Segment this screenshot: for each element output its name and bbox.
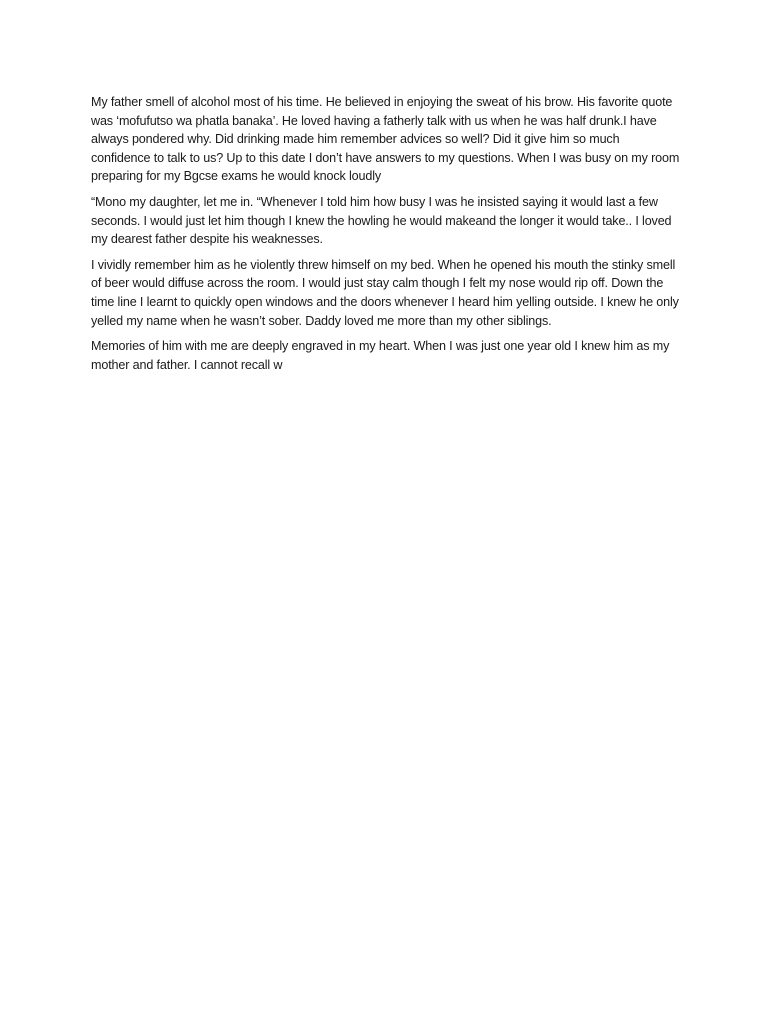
- paragraph-4: Memories of him with me are deeply engraved in my heart. When I was just one year old I knew him as my mother and father. I cannot recall w: [91, 339, 670, 372]
- paragraph-2: “Mono my daughter, let me in. “Whenever I told him how busy I was he insisted saying it would last a few seconds. I would just let him though I knew the howling he would makeand the longer it would take.. I loved my dearest father despite his weaknesses.: [91, 194, 672, 247]
- paragraph-3: I vividly remember him as he violently threw himself on my bed. When he opened his mouth the stinky smell of beer would diffuse across the room. I would just stay calm though I felt my nose would rip off. Down the time line I learnt to quickly open windows and the doors whenever I heard him yelling outside. I knew he only yelled my name when he wasn’t sober. Daddy loved me more than my other siblings.: [91, 257, 679, 328]
- paragraph-1: My father smell of alcohol most of his time. He believed in enjoying the sweat of his brow. His favorite quote was ‘mofufutso wa phatla banaka’. He loved having a fatherly talk with us when he was half drunk.I have always pondered why. Did drinking made him remember advices so well? Did it give him so much confidence to talk to us? Up to this date I don’t have answers to my questions. When I was busy on my room preparing for my Bgcse exams he would knock loudly: [91, 95, 680, 184]
- document-body: [91, 93, 681, 381]
